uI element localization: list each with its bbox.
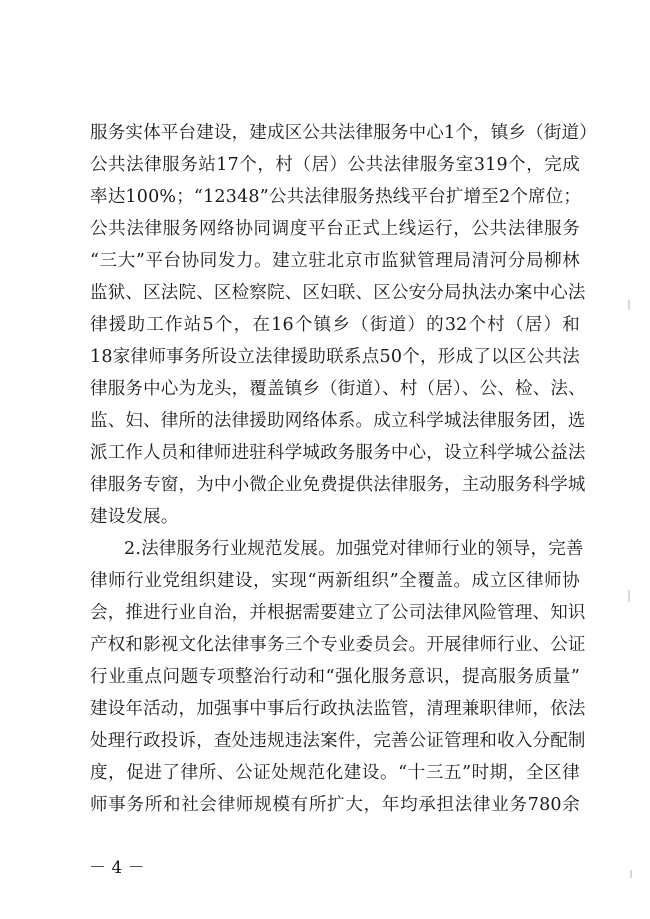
text-line: 服务实体平台建设，建成区公共法律服务中心1个，镇乡（街道）: [90, 123, 597, 143]
text-line: 度，促进了律所、公证处规范化建设。“十三五”时期，全区律: [90, 763, 580, 783]
text-line: 公共法律服务站17个，村（居）公共法律服务室319个，完成: [90, 155, 580, 175]
text-line: 律援助工作站5个，在16个镇乡（街道）的32个村（居）和: [90, 315, 580, 335]
text-line: 18家律师事务所设立法律援助联系点50个，形成了以区公共法: [90, 347, 580, 367]
text-line: 会，推进行业自治，并根据需要建立了公司法律风险管理、知识: [90, 603, 586, 623]
text-line: 监狱、区法院、区检察院、区妇联、区公安分局执法办案中心法: [90, 283, 586, 303]
text-line: 建设年活动，加强事中事后行政执法监管，清理兼职律师，依法: [90, 699, 586, 719]
text-line: 率达100%；“12348”公共法律服务热线平台扩增至2个席位；: [90, 187, 582, 207]
scan-edge-mark: [628, 590, 630, 602]
text-line: 律服务专窗，为中小微企业免费提供法律服务，主动服务科学城: [90, 475, 586, 495]
page-number: － 4 －: [89, 858, 145, 878]
text-line: “三大”平台协同发力。建立驻北京市监狱管理局清河分局柳林: [90, 251, 580, 271]
text-line: 产权和影视文化法律事务三个专业委员会。开展律师行业、公证: [90, 635, 586, 655]
scan-edge-mark: [630, 870, 632, 878]
text-line: 监、妇、律所的法律援助网络体系。成立科学城法律服务团，选: [90, 411, 586, 431]
text-line: 师事务所和社会律师规模有所扩大，年均承担法律业务780余: [90, 795, 580, 815]
text-line: 律师行业党组织建设，实现“两新组织”全覆盖。成立区律师协: [90, 571, 580, 591]
text-line: 公共法律服务网络协同调度平台正式上线运行，公共法律服务: [90, 219, 580, 239]
text-line: 律服务中心为龙头，覆盖镇乡（街道）、村（居）、公、检、法、: [90, 379, 586, 399]
scan-edge-mark: [628, 300, 630, 310]
section-heading-line: 2.法律服务行业规范发展。加强党对律师行业的领导，完善: [124, 539, 584, 559]
text-line: 建设发展。: [90, 507, 179, 527]
text-line: 行业重点问题专项整治行动和“强化服务意识，提高服务质量”: [90, 667, 580, 687]
text-line: 处理行政投诉，查处违规违法案件，完善公证管理和收入分配制: [90, 731, 586, 751]
text-line: 派工作人员和律师进驻科学城政务服务中心，设立科学城公益法: [90, 443, 586, 463]
